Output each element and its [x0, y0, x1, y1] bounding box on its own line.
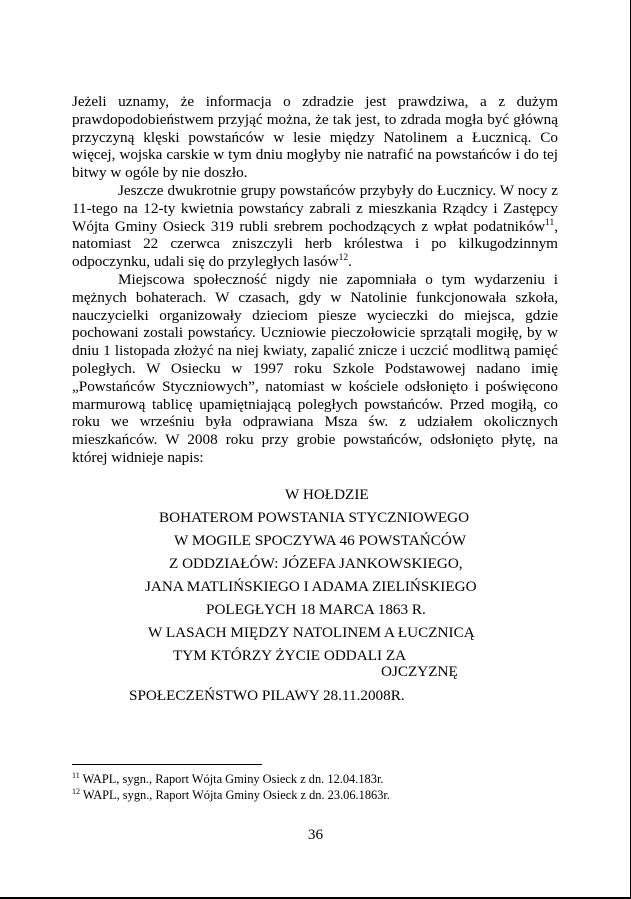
paragraph-2-text-c: .	[348, 253, 352, 271]
paragraph-3: Miejscowa społeczność nigdy nie zapomniała o tym wydarzeniu i mężnych bohaterach. W czasach, gdy w Natolinie funkcjonowała szkoła, nauczycielki organizowały dzieciom piesze wycieczki do miejsca, gdzie pochowani zostali powstańcy. Uczniowie pieczołowicie sprzątali mogiłę, by w dniu 1 listopada złożyć na niej kwiaty, zapalić znicze i uczcić modlitwą pamięć poległych. W Osiecku w 1997 roku Szkole Podstawowej nadano imię „Powstańców Styczniowych”, natomiast w kościele odsłonięto i poświęcono marmurową tablicę upamiętniającą poległych powstańców. Przed mogiłą, co roku we wrześniu była odprawiana Msza św. z udziałem okolicznych mieszkańców. W 2008 roku przy grobie powstańców, odsłonięto płytę, na której widnieje napis:	[72, 270, 558, 466]
inscription-line: TYM KTÓRZY ŻYCIE ODDALI ZA	[173, 647, 407, 664]
paragraph-2-text-a: Jeszcze dwukrotnie grupy powstańców przybyły do Łucznicy. W nocy z 11-tego na 12-ty kwietnia powstańcy zabrali z mieszkania Rządcy i Zastępcy Wójta Gminy Osieck 319 rubli srebrem pochodzących z wpłat podatników	[72, 181, 558, 235]
inscription-line: W LASACH MIĘDZY NATOLINEM A ŁUCZNICĄ	[148, 624, 475, 641]
inscription-line: POLEGŁYCH 18 MARCA 1863 R.	[206, 601, 426, 618]
inscription	[72, 483, 558, 707]
footnote-number: 12	[72, 786, 80, 796]
footnote-number: 11	[72, 770, 80, 780]
footnote-11	[72, 771, 558, 787]
paragraph-1: Jeżeli uznamy, że informacja o zdradzie jest prawdziwa, a z dużym prawdopodobieństwem przyjąć można, że tak jest, to zdrada mogła być główną przyczyną klęski powstańców w lesie między Natolinem a Łucznicą. Co więcej, wojska carskie w tym dniu mogłyby nie natrafić na powstańców i do tej bitwy w ogóle by nie doszło.	[72, 93, 558, 182]
inscription-line: SPOŁECZEŃSTWO PILAWY 28.11.2008R.	[129, 687, 405, 704]
footnotes	[72, 771, 558, 803]
inscription-line: W MOGILE SPOCZYWA 46 POWSTAŃCÓW	[174, 532, 467, 549]
inscription-line: JANA MATLIŃSKIEGO I ADAMA ZIELIŃSKIEGO	[145, 578, 477, 595]
footnote-12	[72, 787, 558, 803]
body-text	[72, 93, 558, 467]
page-number: 36	[307, 826, 324, 843]
inscription-line: W HOŁDZIE	[285, 486, 369, 503]
paragraph-2	[72, 182, 558, 271]
inscription-line: BOHATEROM POWSTANIA STYCZNIOWEGO	[159, 509, 470, 526]
footnote-text: WAPL, sygn., Raport Wójta Gminy Osieck z dn. 23.06.1863r.	[80, 788, 390, 802]
inscription-line: OJCZYZNĘ	[381, 663, 458, 680]
footnote-ref-12[interactable]: 12	[338, 253, 349, 264]
footnote-separator	[72, 764, 262, 765]
footnote-ref-11[interactable]: 11	[545, 217, 555, 228]
footnote-text: WAPL, sygn., Raport Wójta Gminy Osieck z dn. 12.04.183r.	[79, 772, 384, 786]
paragraph-2-text-b: , natomiast 22 czerwca zniszczyli herb królestwa i po kilkugodzinnym odpoczynku, udali się do przyległych lasów	[72, 217, 558, 271]
inscription-line: Z ODDZIAŁÓW: JÓZEFA JANKOWSKIEGO,	[169, 555, 463, 572]
